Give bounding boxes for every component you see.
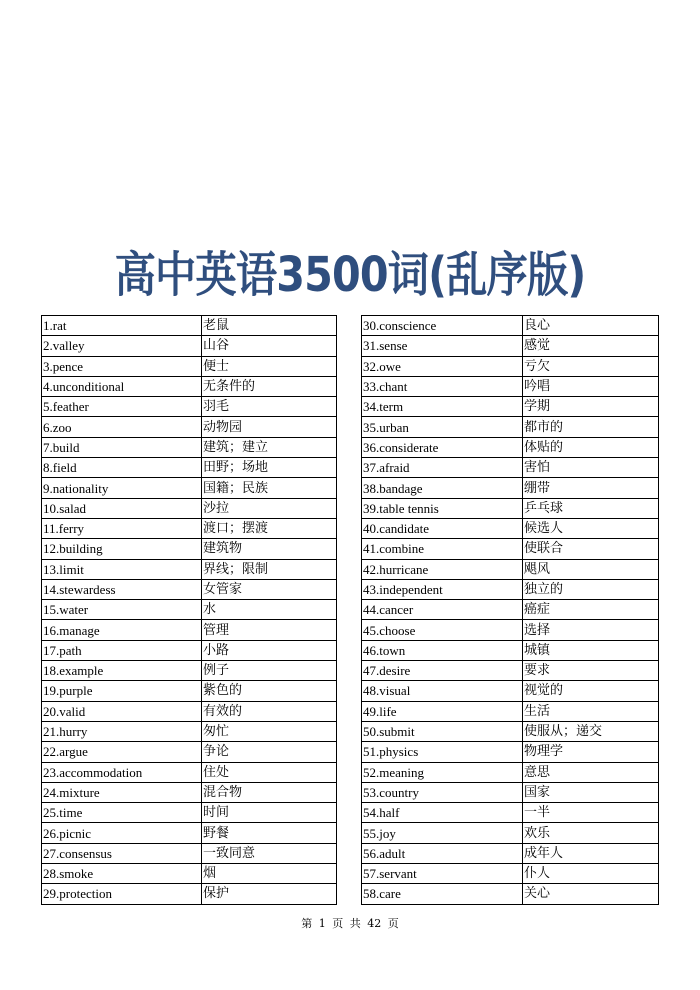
meaning-cell: 匆忙 — [202, 721, 337, 741]
meaning-cell: 要求 — [523, 661, 659, 681]
meaning-cell: 候选人 — [523, 518, 659, 538]
word-cell: 14.stewardess — [42, 579, 202, 599]
word-cell: 6.zoo — [42, 417, 202, 437]
meaning-cell: 界线；限制 — [202, 559, 337, 579]
table-row — [362, 843, 659, 863]
meaning-cell: 建筑；建立 — [202, 437, 337, 457]
word-cell: 47.desire — [362, 661, 523, 681]
meaning-cell: 老鼠 — [202, 316, 337, 336]
word-cell: 26.picnic — [42, 823, 202, 843]
table-row — [42, 721, 337, 741]
meaning-cell: 意思 — [523, 762, 659, 782]
meaning-cell: 时间 — [202, 803, 337, 823]
table-row — [362, 721, 659, 741]
word-cell: 28.smoke — [42, 864, 202, 884]
table-row — [362, 397, 659, 417]
word-cell: 39.table tennis — [362, 498, 523, 518]
meaning-cell: 小路 — [202, 640, 337, 660]
word-cell: 27.consensus — [42, 843, 202, 863]
word-cell: 20.valid — [42, 701, 202, 721]
meaning-cell: 烟 — [202, 864, 337, 884]
meaning-cell: 一半 — [523, 803, 659, 823]
meaning-cell: 有效的 — [202, 701, 337, 721]
table-row — [42, 478, 337, 498]
word-cell: 12.building — [42, 539, 202, 559]
word-cell: 7.build — [42, 437, 202, 457]
word-cell: 13.limit — [42, 559, 202, 579]
table-row — [42, 620, 337, 640]
meaning-cell: 一致同意 — [202, 843, 337, 863]
word-cell: 55.joy — [362, 823, 523, 843]
table-row — [42, 640, 337, 660]
meaning-cell: 城镇 — [523, 640, 659, 660]
table-row — [42, 762, 337, 782]
meaning-cell: 使服从；递交 — [523, 721, 659, 741]
meaning-cell: 吟唱 — [523, 376, 659, 396]
word-cell: 24.mixture — [42, 782, 202, 802]
word-cell: 9.nationality — [42, 478, 202, 498]
meaning-cell: 无条件的 — [202, 376, 337, 396]
table-row — [42, 376, 337, 396]
word-cell: 53.country — [362, 782, 523, 802]
meaning-cell: 动物园 — [202, 417, 337, 437]
word-cell: 54.half — [362, 803, 523, 823]
word-cell: 16.manage — [42, 620, 202, 640]
table-row — [362, 376, 659, 396]
word-cell: 45.choose — [362, 620, 523, 640]
table-row — [42, 458, 337, 478]
word-cell: 31.sense — [362, 336, 523, 356]
meaning-cell: 国家 — [523, 782, 659, 802]
word-cell: 50.submit — [362, 721, 523, 741]
meaning-cell: 国籍；民族 — [202, 478, 337, 498]
table-row — [42, 397, 337, 417]
meaning-cell: 物理学 — [523, 742, 659, 762]
word-cell: 52.meaning — [362, 762, 523, 782]
table-row — [42, 518, 337, 538]
meaning-cell: 生活 — [523, 701, 659, 721]
word-cell: 34.term — [362, 397, 523, 417]
meaning-cell: 使联合 — [523, 539, 659, 559]
word-cell: 22.argue — [42, 742, 202, 762]
meaning-cell: 害怕 — [523, 458, 659, 478]
word-cell: 35.urban — [362, 417, 523, 437]
meaning-cell: 独立的 — [523, 579, 659, 599]
meaning-cell: 例子 — [202, 661, 337, 681]
word-cell: 18.example — [42, 661, 202, 681]
table-row — [362, 782, 659, 802]
word-cell: 17.path — [42, 640, 202, 660]
table-row — [42, 864, 337, 884]
word-cell: 15.water — [42, 600, 202, 620]
meaning-cell: 水 — [202, 600, 337, 620]
meaning-cell: 关心 — [523, 884, 659, 904]
table-row — [42, 356, 337, 376]
table-row — [362, 600, 659, 620]
meaning-cell: 混合物 — [202, 782, 337, 802]
meaning-cell: 渡口；摆渡 — [202, 518, 337, 538]
table-row — [362, 864, 659, 884]
word-cell: 8.field — [42, 458, 202, 478]
table-row — [42, 681, 337, 701]
word-cell: 44.cancer — [362, 600, 523, 620]
meaning-cell: 欢乐 — [523, 823, 659, 843]
vocab-table-right — [361, 315, 659, 905]
meaning-cell: 良心 — [523, 316, 659, 336]
table-row — [362, 498, 659, 518]
table-row — [362, 336, 659, 356]
word-cell: 19.purple — [42, 681, 202, 701]
table-row — [42, 600, 337, 620]
meaning-cell: 学期 — [523, 397, 659, 417]
vocab-table-left — [41, 315, 337, 905]
table-row — [362, 701, 659, 721]
word-cell: 38.bandage — [362, 478, 523, 498]
meaning-cell: 亏欠 — [523, 356, 659, 376]
page-footer: 第 1 页 共 42 页 — [301, 917, 399, 930]
word-cell: 42.hurricane — [362, 559, 523, 579]
meaning-cell: 建筑物 — [202, 539, 337, 559]
table-row — [362, 539, 659, 559]
word-cell: 36.considerate — [362, 437, 523, 457]
table-row — [362, 518, 659, 538]
meaning-cell: 沙拉 — [202, 498, 337, 518]
table-row — [362, 356, 659, 376]
word-cell: 48.visual — [362, 681, 523, 701]
table-row — [362, 437, 659, 457]
meaning-cell: 癌症 — [523, 600, 659, 620]
table-row — [42, 498, 337, 518]
word-cell: 4.unconditional — [42, 376, 202, 396]
table-row — [42, 336, 337, 356]
word-cell: 29.protection — [42, 884, 202, 904]
meaning-cell: 视觉的 — [523, 681, 659, 701]
table-row — [362, 884, 659, 904]
word-cell: 37.afraid — [362, 458, 523, 478]
meaning-cell: 感觉 — [523, 336, 659, 356]
meaning-cell: 管理 — [202, 620, 337, 640]
meaning-cell: 体贴的 — [523, 437, 659, 457]
table-row — [362, 803, 659, 823]
meaning-cell: 野餐 — [202, 823, 337, 843]
table-row — [42, 823, 337, 843]
page-title: 高中英语3500词(乱序版) — [114, 247, 586, 303]
meaning-cell: 住处 — [202, 762, 337, 782]
table-row — [362, 823, 659, 843]
word-cell: 21.hurry — [42, 721, 202, 741]
meaning-cell: 成年人 — [523, 843, 659, 863]
table-row — [362, 579, 659, 599]
table-row — [42, 884, 337, 904]
table-row — [42, 539, 337, 559]
meaning-cell: 乒乓球 — [523, 498, 659, 518]
table-row — [42, 661, 337, 681]
table-row — [362, 681, 659, 701]
table-row — [362, 478, 659, 498]
table-row — [362, 742, 659, 762]
table-row — [42, 316, 337, 336]
meaning-cell: 便士 — [202, 356, 337, 376]
word-cell: 58.care — [362, 884, 523, 904]
table-row — [42, 803, 337, 823]
word-cell: 49.life — [362, 701, 523, 721]
word-cell: 56.adult — [362, 843, 523, 863]
meaning-cell: 选择 — [523, 620, 659, 640]
table-row — [42, 701, 337, 721]
table-row — [42, 782, 337, 802]
word-cell: 46.town — [362, 640, 523, 660]
word-cell: 11.ferry — [42, 518, 202, 538]
table-row — [362, 458, 659, 478]
table-row — [362, 640, 659, 660]
meaning-cell: 紫色的 — [202, 681, 337, 701]
word-cell: 51.physics — [362, 742, 523, 762]
word-cell: 40.candidate — [362, 518, 523, 538]
meaning-cell: 飓风 — [523, 559, 659, 579]
meaning-cell: 都市的 — [523, 417, 659, 437]
word-cell: 10.salad — [42, 498, 202, 518]
table-row — [362, 559, 659, 579]
table-row — [42, 437, 337, 457]
word-cell: 2.valley — [42, 336, 202, 356]
table-row — [362, 661, 659, 681]
table-row — [42, 417, 337, 437]
meaning-cell: 羽毛 — [202, 397, 337, 417]
word-cell: 41.combine — [362, 539, 523, 559]
word-cell: 43.independent — [362, 579, 523, 599]
word-cell: 25.time — [42, 803, 202, 823]
table-row — [362, 316, 659, 336]
table-row — [42, 579, 337, 599]
table-row — [362, 762, 659, 782]
word-cell: 5.feather — [42, 397, 202, 417]
table-row — [362, 620, 659, 640]
word-cell: 1.rat — [42, 316, 202, 336]
word-cell: 33.chant — [362, 376, 523, 396]
word-cell: 30.conscience — [362, 316, 523, 336]
table-row — [42, 843, 337, 863]
meaning-cell: 田野；场地 — [202, 458, 337, 478]
meaning-cell: 保护 — [202, 884, 337, 904]
meaning-cell: 绷带 — [523, 478, 659, 498]
word-cell: 57.servant — [362, 864, 523, 884]
word-cell: 23.accommodation — [42, 762, 202, 782]
table-row — [362, 417, 659, 437]
meaning-cell: 山谷 — [202, 336, 337, 356]
meaning-cell: 女管家 — [202, 579, 337, 599]
table-row — [42, 559, 337, 579]
meaning-cell: 仆人 — [523, 864, 659, 884]
meaning-cell: 争论 — [202, 742, 337, 762]
word-cell: 32.owe — [362, 356, 523, 376]
word-cell: 3.pence — [42, 356, 202, 376]
table-row — [42, 742, 337, 762]
